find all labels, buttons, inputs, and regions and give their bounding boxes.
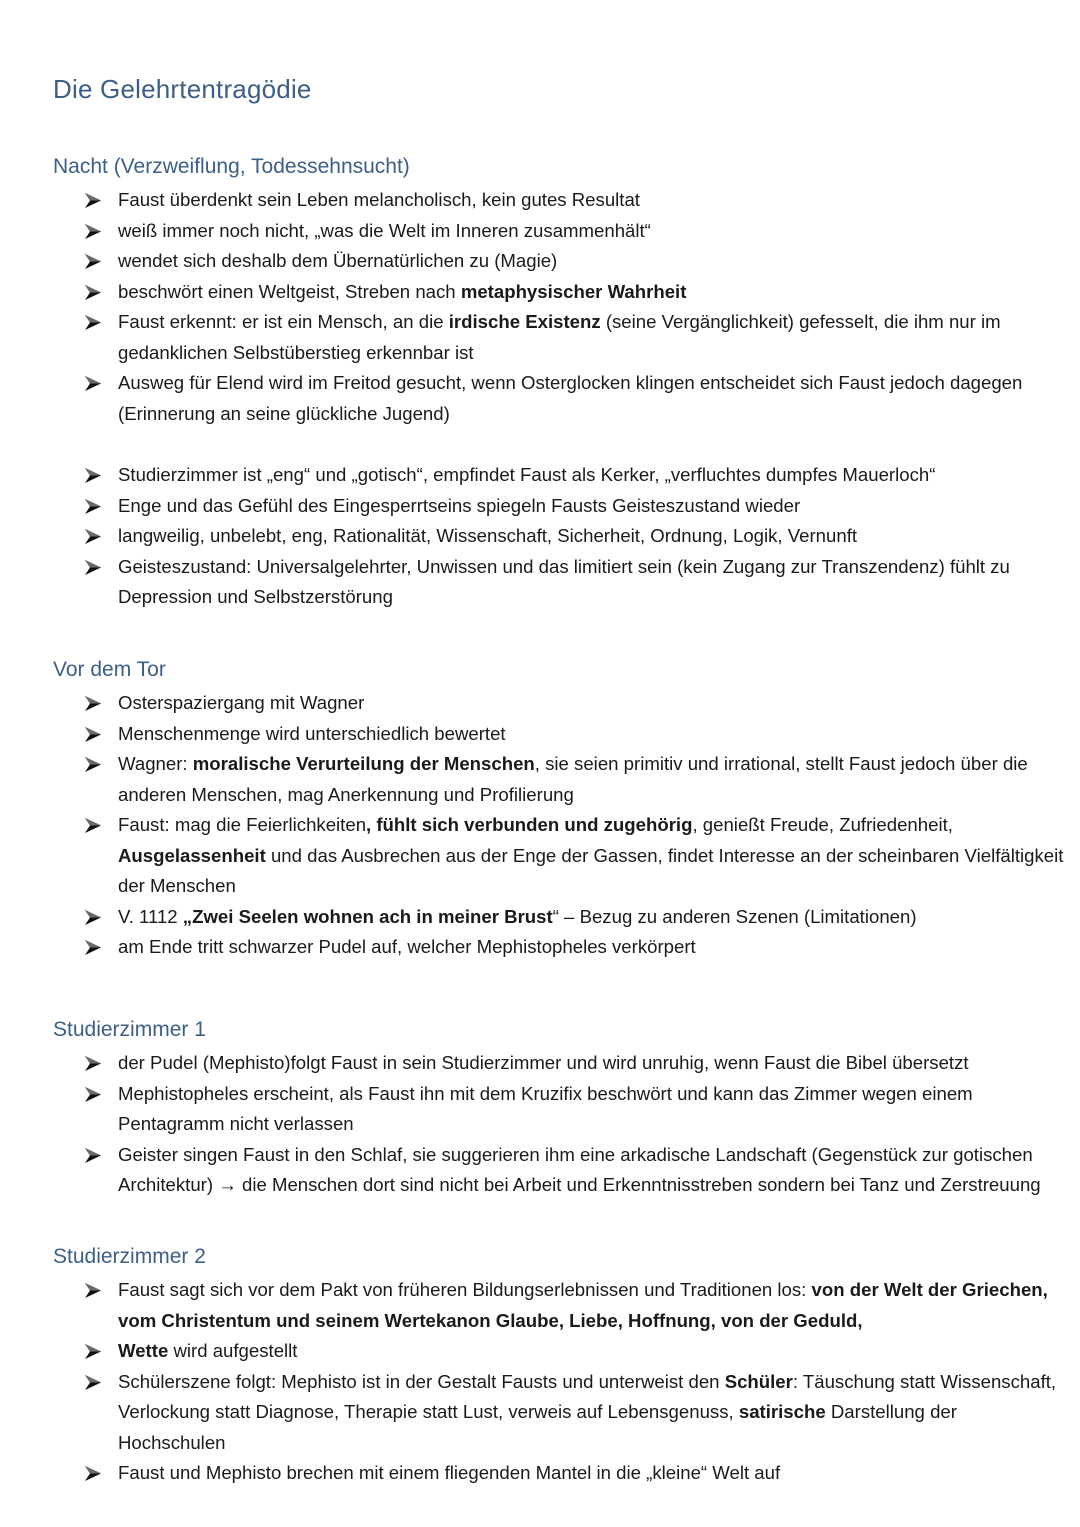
text-run: Mephistopheles erscheint, als Faust ihn mit dem Kruzifix beschwört und kann das Zimmer wegen einem Pentagramm nicht verlassen: [118, 1082, 973, 1134]
bold-text: irdische Existenz: [448, 311, 601, 332]
arrow-bullet-icon: [84, 1374, 102, 1391]
arrow-bullet-icon: [84, 1147, 102, 1164]
arrow-bullet-icon: [84, 939, 102, 956]
text-run: Osterspaziergang mit Wagner: [118, 692, 365, 713]
bullet-item: [84, 810, 1064, 902]
bold-text: von der Welt der Griechen, vom Christentum und seinem Wertekanon Glaube, Liebe, Hoffnung, von der Geduld,: [118, 1279, 1048, 1331]
bullet-item: [84, 749, 1064, 810]
bullet-item: [84, 1079, 1064, 1140]
text-run: Menschenmenge wird unterschiedlich bewertet: [118, 722, 506, 744]
text-run: “ – Bezug zu anderen Szenen (Limitationen): [552, 905, 917, 927]
arrow-bullet-icon: [84, 192, 102, 209]
bold-text: „Zwei Seelen wohnen ach in meiner Brust: [182, 905, 553, 927]
text-run: , sie seien primitiv und irrational, stellt Faust jedoch über die anderen Menschen, mag Anerkennung und Profilierung: [118, 753, 1028, 805]
arrow-bullet-icon: [84, 817, 102, 834]
bullet-item: [84, 460, 1064, 491]
arrow-bullet-icon: [84, 467, 102, 484]
section-heading-studierzimmer-2: Studierzimmer 2: [53, 1245, 206, 1268]
arrow-bullet-icon: [84, 498, 102, 515]
text-run: : Täuschung statt Wissenschaft, Verlockung statt Diagnose, Therapie statt Lust, verweis auf Lebensgenuss,: [118, 1370, 1057, 1422]
arrow-bullet-icon: [84, 223, 102, 240]
arrow-bullet-icon: [84, 284, 102, 301]
text-run: Geisteszustand: Universalgelehrter, Unwissen und das limitiert sein (kein Zugang zur Transzendenz) fühlt zu Depression und Selbstzerstörung: [118, 555, 1010, 607]
text-run: und das Ausbrechen aus der Enge der Gassen, findet Interesse an der scheinbaren Vielfältigkeit der Menschen: [118, 844, 1064, 896]
bullet-list-nacht-1: [84, 185, 1064, 429]
bullet-item: [84, 521, 1064, 552]
text-run: Faust erkennt: er ist ein Mensch, an die: [118, 311, 449, 332]
bold-text: Ausgelassenheit: [118, 844, 266, 866]
bullet-item: [84, 932, 1064, 963]
section-heading-vor-dem-tor: Vor dem Tor: [53, 658, 166, 681]
arrow-bullet-icon: [84, 1086, 102, 1103]
bullet-item: [84, 491, 1064, 522]
bullet-item: [84, 1367, 1064, 1459]
bullet-item: [84, 1140, 1064, 1201]
text-run: weiß immer noch nicht, „was die Welt im Inneren zusammenhält“: [118, 219, 651, 241]
text-run: wendet sich deshalb dem Übernatürlichen zu (Magie): [118, 250, 558, 271]
section-heading-studierzimmer-1: Studierzimmer 1: [53, 1018, 206, 1041]
bullet-item: [84, 688, 1064, 719]
bold-text: Schüler: [724, 1370, 793, 1392]
arrow-bullet-icon: [84, 314, 102, 331]
bullet-item: [84, 307, 1064, 368]
bullet-item: [84, 552, 1064, 613]
bold-text: , fühlt sich verbunden und zugehörig: [366, 814, 693, 835]
text-run: Schülerszene folgt: Mephisto ist in der Gestalt Fausts und unterweist den: [118, 1370, 725, 1392]
arrow-bullet-icon: [84, 1343, 102, 1360]
bullet-item: [84, 1048, 1064, 1079]
text-run: Faust und Mephisto brechen mit einem fliegenden Mantel in die „kleine“ Welt auf: [118, 1462, 781, 1483]
text-run: , genießt Freude, Zufriedenheit,: [692, 814, 953, 835]
arrow-bullet-icon: [84, 695, 102, 712]
section-heading-nacht: Nacht (Verzweiflung, Todessehnsucht): [53, 155, 410, 178]
arrow-bullet-icon: [84, 528, 102, 545]
bold-text: satirische: [738, 1401, 826, 1422]
arrow-bullet-icon: [84, 909, 102, 926]
bullet-item: [84, 277, 1064, 308]
bullet-item: [84, 1275, 1064, 1336]
text-run: wird aufgestellt: [168, 1340, 298, 1361]
text-run: Darstellung der Hochschulen: [118, 1401, 957, 1453]
document-title: Die Gelehrtentragödie: [53, 74, 312, 104]
arrow-bullet-icon: [84, 726, 102, 743]
text-run: langweilig, unbelebt, eng, Rationalität, Wissenschaft, Sicherheit, Ordnung, Logik, Vernunft: [118, 525, 858, 546]
bold-text: metaphysischer Wahrheit: [460, 280, 687, 302]
text-run: Faust sagt sich vor dem Pakt von früheren Bildungserlebnissen und Traditionen los:: [118, 1279, 812, 1300]
bullet-item: [84, 719, 1064, 750]
bold-text: Wette: [118, 1340, 169, 1361]
bullet-list-vor-dem-tor: [84, 688, 1064, 963]
text-run: Faust: mag die Feierlichkeiten: [118, 814, 367, 835]
bold-text: moralische Verurteilung der Menschen: [192, 753, 535, 774]
arrow-bullet-icon: [84, 559, 102, 576]
text-run: Studierzimmer ist „eng“ und „gotisch“, empfindet Faust als Kerker, „verfluchtes dumpfes Mauerloch“: [118, 464, 936, 485]
bullet-list-studierzimmer-1: [84, 1048, 1064, 1201]
bullet-item: [84, 1336, 1064, 1367]
bullet-item: [84, 902, 1064, 933]
text-run: Wagner:: [118, 753, 193, 774]
bullet-item: [84, 246, 1064, 277]
arrow-bullet-icon: [84, 375, 102, 392]
text-run: Enge und das Gefühl des Eingesperrtseins spiegeln Fausts Geisteszustand wieder: [118, 494, 801, 516]
bullet-item: [84, 185, 1064, 216]
arrow-bullet-icon: [84, 1055, 102, 1072]
bullet-item: [84, 368, 1064, 429]
bullet-list-studierzimmer-2: [84, 1275, 1064, 1489]
text-run: beschwört einen Weltgeist, Streben nach: [118, 280, 461, 302]
text-run: (seine Vergänglichkeit) gefesselt, die ihm nur im gedanklichen Selbstüberstieg erkennbar ist: [118, 311, 1001, 363]
bullet-list-nacht-2: [84, 460, 1064, 613]
arrow-bullet-icon: [84, 1282, 102, 1299]
text-run: Ausweg für Elend wird im Freitod gesucht, wenn Osterglocken klingen entscheidet sich Faust jedoch dagegen (Erinnerung an seine glückliche Jugend): [118, 372, 1023, 424]
bullet-item: [84, 216, 1064, 247]
arrow-bullet-icon: [84, 253, 102, 270]
text-run: V. 1112: [118, 905, 183, 927]
arrow-bullet-icon: [84, 756, 102, 773]
arrow-bullet-icon: [84, 1465, 102, 1482]
text-run: Faust überdenkt sein Leben melancholisch, kein gutes Resultat: [118, 189, 640, 210]
text-run: Geister singen Faust in den Schlaf, sie suggerieren ihm eine arkadische Landschaft (Gegenstück zur gotischen Architektur) → die Menschen dort sind nicht bei Arbeit und Erkenntnisstreben sondern bei Tanz und Zerstreuung: [118, 1143, 1041, 1195]
text-run: der Pudel (Mephisto)folgt Faust in sein Studierzimmer und wird unruhig, wenn Faust die Bibel übersetzt: [118, 1052, 969, 1073]
bullet-item: [84, 1458, 1064, 1489]
text-run: am Ende tritt schwarzer Pudel auf, welcher Mephistopheles verkörpert: [118, 936, 696, 957]
